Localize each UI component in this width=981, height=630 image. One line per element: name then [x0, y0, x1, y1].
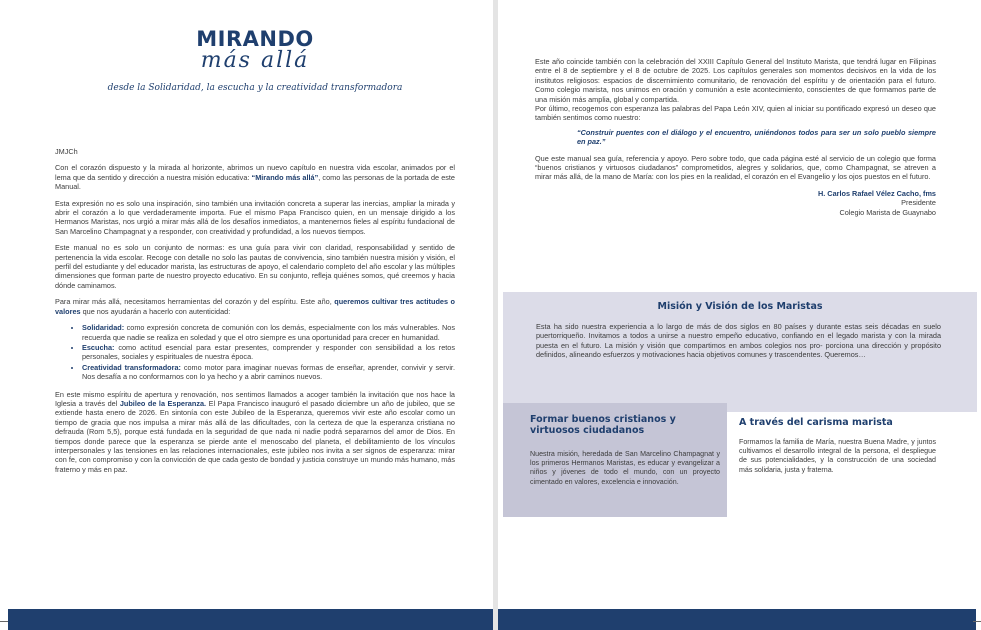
title-main: MIRANDO: [196, 27, 314, 51]
signature-role: Presidente: [901, 198, 936, 208]
paragraph-8: Que este manual sea guía, referencia y apoyo. Pero sobre todo, que cada página esté al servicio de un colegio que forma “buenos cristianos y virtuosos ciudadanos” comprometidos, alegres y solidarios, que, como Champagnat, se atreven a mirar más allá, de la mano de María: con los pies en la realidad, el corazón en el Evangelio y los ojos puestos en el futuro.: [535, 153, 936, 182]
list-item: • Solidaridad: como expresión concreta de comunión con los demás, especialmente con los más vulnerables. Nos recuerda que nadie se realiza en soledad y que el otro siempre es una oportunidad para crecer en humanidad.: [82, 323, 455, 342]
box-left-title: Formar buenos cristianos y virtuosos ciudadanos: [530, 414, 676, 436]
right-page: [498, 0, 981, 630]
mission-panel: [503, 292, 977, 412]
box-right-title: A través del carisma marista: [739, 417, 893, 428]
paragraph-3: Este manual no es solo un conjunto de normas: es una guía para vivir con claridad, responsabilidad y sentido de pertenencia la vida escolar. Recoge con detalle no solo las pautas de convivencia, sino también nuestra misión y visión, el perfil del estudiante y del educador marista, las estructuras de apoyo, el calendario completo del año escolar y las múltiples dimensiones que forman parte de nuestro proyecto educativo. En su conjunto, refleja quiénes somos, qué creemos y hacia dónde caminamos.: [55, 243, 455, 290]
paragraph-4: Para mirar más allá, necesitamos herramientas del corazón y del espíritu. Este año, queremos cultivar tres actitudes o valores que nos ayudarán a hacerlo con autenticidad:: [55, 297, 455, 316]
footer-bar-left: [8, 609, 494, 630]
mission-title: Misión y Visión de los Maristas: [657, 301, 823, 312]
title-script: más allá: [200, 48, 310, 73]
author-initials: JMJCh: [55, 147, 78, 156]
crop-mark: [973, 621, 981, 622]
title-block: [55, 28, 455, 93]
signature-name: H. Carlos Rafael Vélez Cacho, fms: [817, 188, 936, 198]
left-body-text: [55, 147, 455, 481]
mission-text: Esta ha sido nuestra experiencia a lo largo de más de dos siglos en 80 países y durante estas seis décadas en suelo puertorriqueño. Invitamos a todos a unirse a nuestro empeño educativo, confiando en el legado marista y con la mirada puesta en el futuro. La misión y visión que compartimos en ambos colegios nos pro- porciona una dirección y propósito definidos, alineando esfuerzos y motivaciones hacia objetivos comunes y trascendentes. Queremos…: [536, 322, 941, 360]
signature-block: [535, 189, 936, 217]
list-item: • Creatividad transformadora: como motor para imaginar nuevas formas de enseñar, aprender, convivir y servir. Nos desafía a no conformarnos con lo ya hecho y a abrir caminos nuevos.: [82, 363, 455, 382]
paragraph-6: Este año coincide también con la celebración del XXIII Capítulo General del Instituto Marista, que tendrá lugar en Filipinas entre el 8 de septiembre y el 8 de octubre de 2025. Los capítulos generales son momentos decisivos en la vida de los institutos religiosos: espacios de discernimiento comunitario, de renovación del espíritu y de orientación para el futuro. Como colegio marista, nos unimos en oración y comunión a este acontecimiento, conscientes de que formamos parte de una misión más amplia, global y compartida.: [535, 57, 936, 104]
values-list: [55, 323, 455, 381]
paragraph-7: Por último, recogemos con esperanza las palabras del Papa León XIV, quien al iniciar su pontificado expresó un deseo que también sentimos como nuestro:: [535, 104, 936, 123]
box-left-text: Nuestra misión, heredada de San Marcelino Champagnat y los primeros Hermanos Maristas, es educar y evangelizar a niños y jóvenes de todo el mundo, con un proyecto cimentado en valores, excelencia e innovación.: [530, 450, 720, 486]
paragraph-2: Esta expresión no es solo una inspiración, sino también una invitación concreta a superar las inercias, ampliar la mirada y abrir el corazón a lo que verdaderamente importa. Fue el mismo Papa Francisco quien, en un mensaje dirigido a los Hermanos Maristas, nos urgió a mirar más allá de los desafíos inmediatos, a mantenernos fieles al espíritu fundacional de San Marcelino Champagnat y a responder, con creatividad y profundidad, a los nuevos tiempos.: [55, 198, 455, 236]
mission-box-left: [503, 403, 727, 517]
signature-org: Colegio Marista de Guaynabo: [839, 207, 936, 217]
paragraph-5: En este mismo espíritu de apertura y renovación, nos sentimos llamados a acoger también la invitación que nos hace la Iglesia a través del Jubileo de la Esperanza. El Papa Francisco inauguró el pasado diciembre un año de jubileo, que se extiende hasta enero de 2026. En sintonía con este Jubileo de la Esperanza, queremos vivir este año escolar como un tiempo de gracia que nos impulsa a mirar más allá de las dificultades, con la certeza de que la esperanza cristiana no defrauda (Rom 5,5), porque está fundada en la seguridad de que nada ni nadie podrá separarnos del amor de Dios. En tiempos donde parece que la esperanza se pierde ante el menoscabo del planeta, el debilitamiento de los vínculos interpersonales y las tensiones en las relaciones internacionales, este jubileo nos invita a ser signos de esperanza: mirar con fe, con compromiso y con la convicción de que cada gesto de bondad y justicia construye un mundo más humano, más fraterno y más en paz.: [55, 389, 455, 474]
subtitle: desde la Solidaridad, la escucha y la creatividad transformadora: [107, 83, 403, 93]
footer-bar-right: [498, 609, 976, 630]
crop-mark: [0, 621, 8, 622]
right-body-text: [535, 57, 936, 217]
pope-quote: “Construir puentes con el diálogo y el encuentro, uniéndonos todos para ser un solo pueblo siempre en paz.”: [577, 127, 936, 147]
box-right-text: Formamos la familia de María, nuestra Buena Madre, y juntos cultivamos el desarrollo integral de la persona, el despliegue de sus potencialidades, y la construcción de una sociedad más solidaria, justa y fraterna.: [739, 438, 936, 474]
motto-bold: “Mirando más allá”: [251, 172, 319, 182]
paragraph-1: Con el corazón dispuesto y la mirada al horizonte, abrimos un nuevo capítulo en nuestra vida escolar, animados por el lema que da sentido y dirección a nuestra misión educativa: “Mirando más allá”, como las personas de la portada de este Manual.: [55, 163, 455, 192]
list-item: • Escucha: como actitud esencial para estar presentes, comprender y responder con sensibilidad a los retos personales, sociales y espirituales de nuestra época.: [82, 343, 455, 362]
